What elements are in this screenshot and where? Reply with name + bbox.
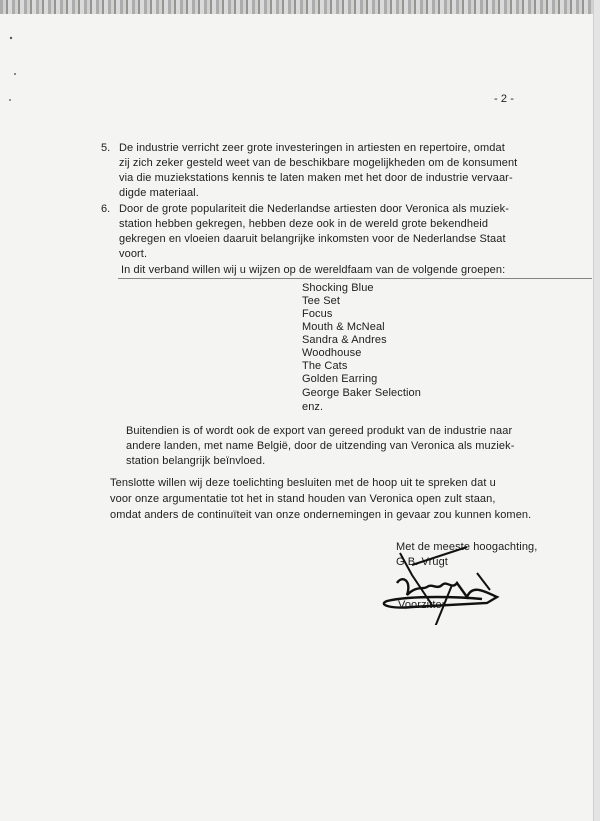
text-line: digde materiaal. xyxy=(119,187,199,199)
handwritten-signature xyxy=(372,545,552,625)
group-item: enz. xyxy=(302,401,324,413)
text-line: zij zich zeker gesteld weet van de beschikbare mogelijkheden om de konsument xyxy=(119,157,518,169)
page-number: - 2 - xyxy=(494,93,515,105)
text-line: station hebben gekregen, hebben deze ook in de wereld grote bekendheid xyxy=(119,218,489,230)
group-item: Woodhouse xyxy=(302,347,362,359)
group-item: George Baker Selection xyxy=(302,387,421,399)
text-line: voort. xyxy=(119,248,148,260)
group-item: Mouth & McNeal xyxy=(302,321,385,333)
text-line: station belangrijk beïnvloed. xyxy=(126,455,266,467)
group-item: Sandra & Andres xyxy=(302,334,387,346)
text-line: Buitendien is of wordt ook de export van gereed produkt van de industrie naar xyxy=(126,425,513,437)
group-item: Golden Earring xyxy=(302,373,378,385)
item-number: 5. xyxy=(101,142,111,154)
text-line: omdat anders de continuïteit van onze ondernemingen in gevaar zou kunnen komen. xyxy=(110,509,532,521)
scan-specks xyxy=(6,30,22,110)
text-line: via die muziekstations kennis te laten maken met het door de industrie vervaar- xyxy=(119,172,513,184)
text-line: Door de grote populariteit die Nederlandse artiesten door Veronica als muziek- xyxy=(119,203,509,215)
intro-line: In dit verband willen wij u wijzen op de wereldfaam van de volgende groepen: xyxy=(121,264,506,276)
text-line: gekregen en vloeien daaruit belangrijke inkomsten voor de Nederlandse Staat xyxy=(119,233,506,245)
group-item: Focus xyxy=(302,308,333,320)
text-line: andere landen, met name België, door de uitzending van Veronica als muziek- xyxy=(126,440,515,452)
signatory-name: G.B. Vrugt xyxy=(396,556,448,568)
group-item: Shocking Blue xyxy=(302,282,374,294)
item-number: 6. xyxy=(101,203,111,215)
group-item: The Cats xyxy=(302,360,348,372)
salutation: Met de meeste hoogachting, xyxy=(396,541,538,553)
signatory-title: Voorzitter xyxy=(398,599,446,611)
group-item: Tee Set xyxy=(302,295,341,307)
text-line: Tenslotte willen wij deze toelichting besluiten met de hoop uit te spreken dat u xyxy=(110,477,496,489)
text-line: De industrie verricht zeer grote investeringen in artiesten en repertoire, omdat xyxy=(119,142,505,154)
divider xyxy=(118,278,592,279)
page-edge xyxy=(593,0,600,821)
scan-edge xyxy=(0,0,600,14)
text-line: voor onze argumentatie tot het in stand houden van Veronica open zult staan, xyxy=(110,493,496,505)
